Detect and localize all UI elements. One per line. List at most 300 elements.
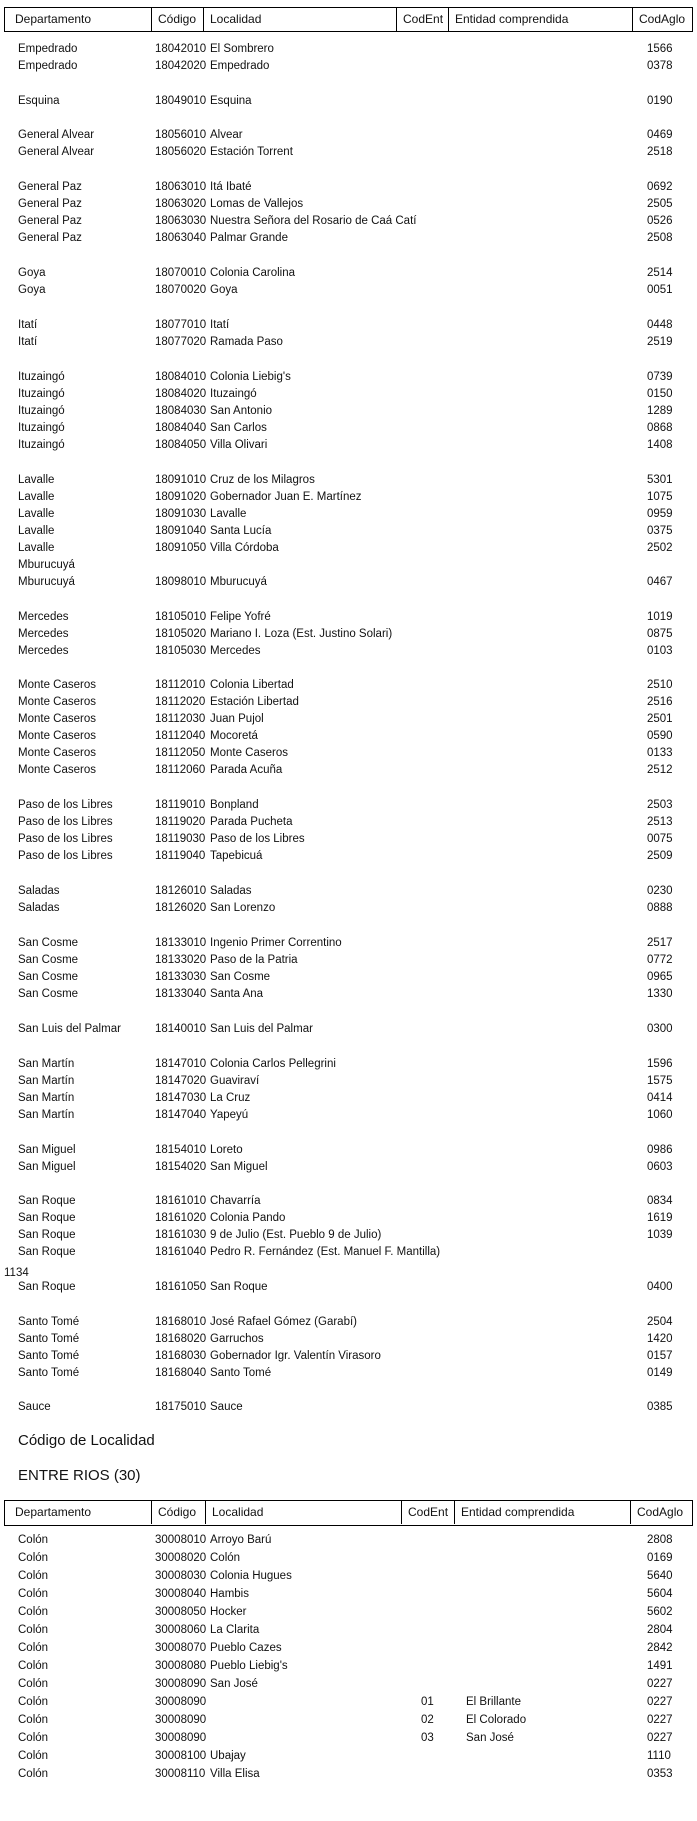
cell-codigo: 18161030: [155, 1229, 207, 1241]
cell-localidad: San Cosme: [210, 971, 271, 983]
table-row: [0, 728, 697, 745]
cell-localidad: Pueblo Cazes: [210, 1642, 282, 1654]
cell-codigo: 18175010: [155, 1401, 207, 1413]
table-row: [0, 935, 697, 952]
cell-codaglo: 5301: [647, 474, 673, 486]
cell-codigo: 30008010: [155, 1534, 207, 1546]
cell-codigo: 18147030: [155, 1092, 207, 1104]
cell-departamento: Mercedes: [18, 645, 69, 657]
table-row: [0, 437, 697, 454]
table-row: [0, 1142, 697, 1159]
table-row: [0, 1604, 697, 1621]
cell-codaglo: 2501: [647, 713, 673, 725]
cell-departamento: Mburucuyá: [18, 576, 75, 588]
cell-departamento: San Roque: [18, 1246, 76, 1258]
cell-departamento: San Miguel: [18, 1161, 76, 1173]
cell-localidad: Colonia Carlos Pellegrini: [210, 1058, 336, 1070]
cell-departamento: General Paz: [18, 232, 82, 244]
cell-codaglo: 0169: [647, 1552, 673, 1564]
cell-codaglo: 0230: [647, 885, 673, 897]
cell-localidad: El Sombrero: [210, 43, 274, 55]
cell-codigo: 18147040: [155, 1109, 207, 1121]
cell-localidad: Itatí: [210, 319, 230, 331]
cell-codaglo: 2517: [647, 937, 673, 949]
cell-codaglo: 0414: [647, 1092, 673, 1104]
cell-codigo: 18112030: [155, 713, 206, 725]
cell-codigo: 30008110: [155, 1768, 206, 1780]
cell-departamento: Colón: [18, 1768, 49, 1780]
cell-codigo: 18161040: [155, 1246, 207, 1258]
cell-codaglo: 0965: [647, 971, 673, 983]
cell-codaglo: 1596: [647, 1058, 673, 1070]
cell-codigo: 18168010: [155, 1316, 207, 1328]
table-row: [0, 831, 697, 848]
table-row: [0, 1532, 697, 1549]
cell-codigo: 18105030: [155, 645, 207, 657]
section-title: Código de Localidad: [18, 1432, 155, 1449]
cell-localidad: Alvear: [210, 129, 243, 141]
cell-codigo: 18084040: [155, 422, 207, 434]
cell-codigo: 18133030: [155, 971, 207, 983]
cell-localidad: Lomas de Vallejos: [210, 198, 304, 210]
cell-departamento: San Roque: [18, 1281, 76, 1293]
cell-departamento: Colón: [18, 1750, 49, 1762]
cell-codigo: 18168020: [155, 1333, 207, 1345]
cell-codaglo: 1575: [647, 1075, 673, 1087]
cell-codaglo: 2503: [647, 799, 673, 811]
cell-localidad: La Cruz: [210, 1092, 251, 1104]
cell-codigo: 30008050: [155, 1606, 207, 1618]
table-row: [0, 1399, 697, 1416]
cell-departamento: Santo Tomé: [18, 1316, 80, 1328]
cell-departamento: Monte Caseros: [18, 730, 96, 742]
col-codaglo: CodAglo: [632, 8, 692, 31]
cell-codigo: 18147020: [155, 1075, 207, 1087]
cell-codigo: 18105010: [155, 611, 207, 623]
cell-departamento: San Martín: [18, 1058, 75, 1070]
cell-localidad: Hocker: [210, 1606, 247, 1618]
cell-codigo: 18112020: [155, 696, 206, 708]
cell-codaglo: 0739: [647, 371, 673, 383]
cell-departamento: San Cosme: [18, 954, 79, 966]
cell-departamento: Santo Tomé: [18, 1350, 80, 1362]
table-row: [0, 1658, 697, 1675]
table-row: [0, 1159, 697, 1176]
table-row: [0, 1550, 697, 1567]
cell-codaglo: 0868: [647, 422, 673, 434]
table-row: [0, 127, 697, 144]
cell-localidad: Villa Córdoba: [210, 542, 279, 554]
cell-localidad: Ubajay: [210, 1750, 246, 1762]
cell-codigo: 18042020: [155, 60, 207, 72]
table-row: [0, 523, 697, 540]
col-codent: CodEnt: [401, 1501, 454, 1524]
cell-departamento: San Miguel: [18, 1144, 76, 1156]
cell-departamento: Santo Tomé: [18, 1333, 80, 1345]
cell-localidad: Ituzaingó: [210, 388, 257, 400]
cell-codigo: 18091020: [155, 491, 207, 503]
cell-departamento: Colón: [18, 1732, 49, 1744]
cell-codigo: 18119040: [155, 850, 206, 862]
cell-departamento: Monte Caseros: [18, 747, 96, 759]
cell-codigo: 18063020: [155, 198, 207, 210]
cell-codigo: 18063030: [155, 215, 207, 227]
cell-codaglo: 0448: [647, 319, 673, 331]
table-row: [0, 1244, 697, 1261]
table-row: [0, 745, 697, 762]
cell-departamento: Colón: [18, 1642, 49, 1654]
cell-codaglo: 5602: [647, 1606, 673, 1618]
cell-localidad: Villa Elisa: [210, 1768, 260, 1780]
cell-codaglo: 2504: [647, 1316, 673, 1328]
cell-localidad: Mercedes: [210, 645, 261, 657]
table-row: [0, 1193, 697, 1210]
table-row: [0, 1694, 697, 1711]
cell-codaglo: 2508: [647, 232, 673, 244]
cell-departamento: Mercedes: [18, 611, 69, 623]
cell-codaglo: 0149: [647, 1367, 673, 1379]
table-row: [0, 213, 697, 230]
cell-codaglo: 0227: [647, 1696, 673, 1708]
cell-localidad: Santa Lucía: [210, 525, 272, 537]
table-row: [0, 1279, 697, 1296]
table-row: [0, 1748, 697, 1765]
cell-codigo: 18119030: [155, 833, 206, 845]
cell-codaglo: 0467: [647, 576, 673, 588]
cell-departamento: Colón: [18, 1570, 49, 1582]
cell-localidad: Sauce: [210, 1401, 243, 1413]
cell-codaglo: 0103: [647, 645, 673, 657]
cell-codigo: 18084010: [155, 371, 207, 383]
table-row: [0, 144, 697, 161]
cell-codaglo: 0875: [647, 628, 673, 640]
table-row: [0, 969, 697, 986]
table-row: [0, 403, 697, 420]
cell-codigo: 18161020: [155, 1212, 207, 1224]
cell-codigo: 18077010: [155, 319, 207, 331]
cell-localidad: San Carlos: [210, 422, 267, 434]
table-row: [0, 694, 697, 711]
cell-departamento: Colón: [18, 1624, 49, 1636]
cell-codaglo: 2518: [647, 146, 673, 158]
cell-localidad: San Miguel: [210, 1161, 268, 1173]
cell-codigo: 18049010: [155, 95, 207, 107]
table-row: [0, 540, 697, 557]
cell-departamento: San Roque: [18, 1195, 76, 1207]
table-row: [0, 626, 697, 643]
cell-departamento: Paso de los Libres: [18, 816, 113, 828]
cell-codaglo: 2516: [647, 696, 673, 708]
table-row: [0, 1021, 697, 1038]
table-row: [0, 677, 697, 694]
col-entidad: Entidad comprendida: [454, 1501, 630, 1524]
cell-localidad: Felipe Yofré: [210, 611, 271, 623]
cell-codigo: 18154020: [155, 1161, 207, 1173]
cell-localidad: Colonia Carolina: [210, 267, 296, 279]
cell-departamento: Ituzaingó: [18, 405, 65, 417]
cell-codigo: 18140010: [155, 1023, 207, 1035]
cell-codigo: 18161050: [155, 1281, 207, 1293]
table-row: [0, 1766, 697, 1783]
col-codaglo: CodAglo: [630, 1501, 692, 1524]
cell-codigo: 30008030: [155, 1570, 207, 1582]
cell-departamento: San Martín: [18, 1092, 75, 1104]
table-row: [0, 1073, 697, 1090]
cell-departamento: San Roque: [18, 1212, 76, 1224]
table-row: [0, 1227, 697, 1244]
cell-departamento: Esquina: [18, 95, 60, 107]
cell-departamento: Lavalle: [18, 508, 55, 520]
table-row: [0, 1331, 697, 1348]
col-localidad: Localidad: [205, 1501, 401, 1524]
cell-localidad: José Rafael Gómez (Garabí): [210, 1316, 358, 1328]
cell-codaglo: 0590: [647, 730, 673, 742]
cell-codaglo: 2510: [647, 679, 673, 691]
table-row: [0, 1107, 697, 1124]
cell-localidad: Esquina: [210, 95, 252, 107]
cell-departamento: San Martín: [18, 1109, 75, 1121]
cell-codaglo: 2519: [647, 336, 673, 348]
cell-codaglo: 5640: [647, 1570, 673, 1582]
cell-localidad: Estación Libertad: [210, 696, 299, 708]
cell-codaglo: 2502: [647, 542, 673, 554]
cell-codaglo: 0378: [647, 60, 673, 72]
cell-localidad: Colonia Liebig's: [210, 371, 291, 383]
cell-codigo: 18070020: [155, 284, 207, 296]
col-departamento: Departamento: [15, 12, 92, 26]
table-row: [0, 196, 697, 213]
cell-codaglo: 1075: [647, 491, 673, 503]
cell-departamento: Goya: [18, 267, 46, 279]
cell-departamento: Monte Caseros: [18, 696, 96, 708]
cell-localidad: Chavarría: [210, 1195, 261, 1207]
cell-departamento: San Luis del Palmar: [18, 1023, 121, 1035]
cell-departamento: Monte Caseros: [18, 764, 96, 776]
cell-codigo: 30008060: [155, 1624, 207, 1636]
table-row: [0, 1640, 697, 1657]
table-row: [0, 986, 697, 1003]
cell-localidad: Paso de los Libres: [210, 833, 305, 845]
cell-localidad: Villa Olivari: [210, 439, 268, 451]
cell-codaglo: 2514: [647, 267, 673, 279]
col-departamento: Departamento: [15, 1505, 92, 1519]
cell-codaglo: 0353: [647, 1768, 673, 1780]
cell-departamento: General Paz: [18, 215, 82, 227]
cell-departamento: Monte Caseros: [18, 713, 96, 725]
table-row: [0, 1365, 697, 1382]
cell-departamento: Itatí: [18, 336, 38, 348]
loose-value: 1134: [4, 1267, 29, 1279]
cell-departamento: San Martín: [18, 1075, 75, 1087]
cell-codaglo: 2505: [647, 198, 673, 210]
cell-codigo: 18168040: [155, 1367, 207, 1379]
table-row: [0, 814, 697, 831]
cell-departamento: Colón: [18, 1714, 49, 1726]
cell-codent: 01: [421, 1696, 434, 1708]
cell-departamento: Ituzaingó: [18, 439, 65, 451]
cell-localidad: Monte Caseros: [210, 747, 288, 759]
table-row: [0, 1090, 697, 1107]
cell-localidad: Cruz de los Milagros: [210, 474, 315, 486]
cell-codigo: 18119020: [155, 816, 206, 828]
table-row: [0, 1676, 697, 1693]
cell-localidad: San Luis del Palmar: [210, 1023, 313, 1035]
cell-codaglo: 5604: [647, 1588, 673, 1600]
cell-localidad: Mocoretá: [210, 730, 258, 742]
cell-localidad: Bonpland: [210, 799, 259, 811]
cell-departamento: Colón: [18, 1606, 49, 1618]
cell-departamento: Colón: [18, 1534, 49, 1546]
table-row: [0, 230, 697, 247]
cell-localidad: La Clarita: [210, 1624, 260, 1636]
table-row: [0, 952, 697, 969]
cell-departamento: Mburucuyá: [18, 559, 75, 571]
cell-localidad: Paso de la Patria: [210, 954, 298, 966]
table-row: [0, 848, 697, 865]
cell-codaglo: 2513: [647, 816, 673, 828]
cell-codigo: 18133040: [155, 988, 207, 1000]
cell-codigo: 18168030: [155, 1350, 207, 1362]
cell-codaglo: 0075: [647, 833, 673, 845]
col-codigo: Código: [151, 8, 203, 31]
cell-localidad: Colonia Hugues: [210, 1570, 292, 1582]
cell-codaglo: 1019: [647, 611, 673, 623]
table-row: [0, 93, 697, 110]
cell-localidad: Pedro R. Fernández (Est. Manuel F. Mantilla): [210, 1246, 441, 1258]
cell-codaglo: 0469: [647, 129, 673, 141]
cell-departamento: Monte Caseros: [18, 679, 96, 691]
table-row: [0, 762, 697, 779]
cell-codigo: 18133020: [155, 954, 207, 966]
cell-codigo: 18098010: [155, 576, 207, 588]
cell-codigo: 18084050: [155, 439, 207, 451]
cell-localidad: Santo Tomé: [210, 1367, 272, 1379]
cell-departamento: Empedrado: [18, 60, 78, 72]
cell-codaglo: 2509: [647, 850, 673, 862]
cell-localidad: Guaviraví: [210, 1075, 260, 1087]
cell-codaglo: 1408: [647, 439, 673, 451]
cell-codaglo: 0375: [647, 525, 673, 537]
table-header: [4, 7, 693, 32]
cell-codaglo: 0300: [647, 1023, 673, 1035]
cell-codigo: 18112060: [155, 764, 206, 776]
cell-entidad: El Brillante: [466, 1696, 521, 1708]
cell-codigo: 18056020: [155, 146, 207, 158]
cell-departamento: Goya: [18, 284, 46, 296]
cell-codaglo: 1420: [647, 1333, 673, 1345]
cell-departamento: Colón: [18, 1588, 49, 1600]
cell-departamento: General Paz: [18, 181, 82, 193]
cell-localidad: Colón: [210, 1552, 241, 1564]
cell-codaglo: 0772: [647, 954, 673, 966]
province-title: ENTRE RIOS (30): [18, 1467, 141, 1484]
cell-departamento: General Paz: [18, 198, 82, 210]
cell-codigo: 30008090: [155, 1732, 207, 1744]
cell-departamento: Paso de los Libres: [18, 799, 113, 811]
table-row: [0, 334, 697, 351]
cell-codigo: 30008100: [155, 1750, 207, 1762]
cell-codaglo: 1110: [647, 1750, 671, 1762]
cell-codaglo: 0526: [647, 215, 673, 227]
cell-departamento: Saladas: [18, 902, 60, 914]
table-row: [0, 883, 697, 900]
cell-codaglo: 2804: [647, 1624, 673, 1636]
cell-localidad: Estación Torrent: [210, 146, 293, 158]
cell-codaglo: 1330: [647, 988, 673, 1000]
cell-localidad: Saladas: [210, 885, 252, 897]
table-row: [0, 1314, 697, 1331]
cell-codaglo: 1039: [647, 1229, 673, 1241]
cell-codigo: 18105020: [155, 628, 207, 640]
table-row: [0, 1056, 697, 1073]
cell-localidad: Ramada Paso: [210, 336, 283, 348]
cell-departamento: Saladas: [18, 885, 60, 897]
cell-localidad: Itá Ibaté: [210, 181, 252, 193]
table-row: [0, 711, 697, 728]
cell-departamento: Itatí: [18, 319, 38, 331]
cell-codigo: 18147010: [155, 1058, 207, 1070]
cell-localidad: Mariano I. Loza (Est. Justino Solari): [210, 628, 393, 640]
table-row: [0, 506, 697, 523]
cell-codigo: 18063010: [155, 181, 207, 193]
cell-departamento: San Cosme: [18, 971, 79, 983]
cell-departamento: Colón: [18, 1696, 49, 1708]
cell-codigo: 18091040: [155, 525, 207, 537]
table-row: [0, 472, 697, 489]
cell-codigo: 18154010: [155, 1144, 207, 1156]
cell-codaglo: 1566: [647, 43, 673, 55]
cell-codaglo: 0400: [647, 1281, 673, 1293]
cell-departamento: Lavalle: [18, 491, 55, 503]
cell-localidad: Ingenio Primer Correntino: [210, 937, 342, 949]
cell-departamento: San Cosme: [18, 988, 79, 1000]
cell-departamento: Mercedes: [18, 628, 69, 640]
table-row: [0, 1568, 697, 1585]
cell-codaglo: 0834: [647, 1195, 673, 1207]
cell-departamento: Empedrado: [18, 43, 78, 55]
cell-localidad: San José: [210, 1678, 258, 1690]
cell-codigo: 18119010: [155, 799, 206, 811]
cell-codigo: 18161010: [155, 1195, 207, 1207]
cell-departamento: Lavalle: [18, 542, 55, 554]
cell-localidad: Gobernador Igr. Valentín Virasoro: [210, 1350, 381, 1362]
cell-localidad: Juan Pujol: [210, 713, 264, 725]
cell-codigo: 18084030: [155, 405, 207, 417]
table-row: [0, 797, 697, 814]
table-row: [0, 41, 697, 58]
table-row: [0, 179, 697, 196]
cell-entidad: San José: [466, 1732, 514, 1744]
cell-codigo: 18091030: [155, 508, 207, 520]
cell-localidad: Santa Ana: [210, 988, 264, 1000]
cell-localidad: Yapeyú: [210, 1109, 249, 1121]
cell-departamento: Ituzaingó: [18, 371, 65, 383]
cell-localidad: Gobernador Juan E. Martínez: [210, 491, 362, 503]
cell-entidad: El Colorado: [466, 1714, 527, 1726]
cell-codigo: 30008070: [155, 1642, 207, 1654]
cell-codigo: 18112010: [155, 679, 206, 691]
cell-localidad: Parada Pucheta: [210, 816, 293, 828]
cell-codigo: 18091050: [155, 542, 207, 554]
cell-codigo: 30008020: [155, 1552, 207, 1564]
cell-departamento: Colón: [18, 1552, 49, 1564]
cell-codigo: 30008040: [155, 1588, 207, 1600]
cell-departamento: San Cosme: [18, 937, 79, 949]
table-row: [0, 609, 697, 626]
cell-codigo: 30008090: [155, 1714, 207, 1726]
cell-codent: 03: [421, 1732, 434, 1744]
cell-codaglo: 0888: [647, 902, 673, 914]
